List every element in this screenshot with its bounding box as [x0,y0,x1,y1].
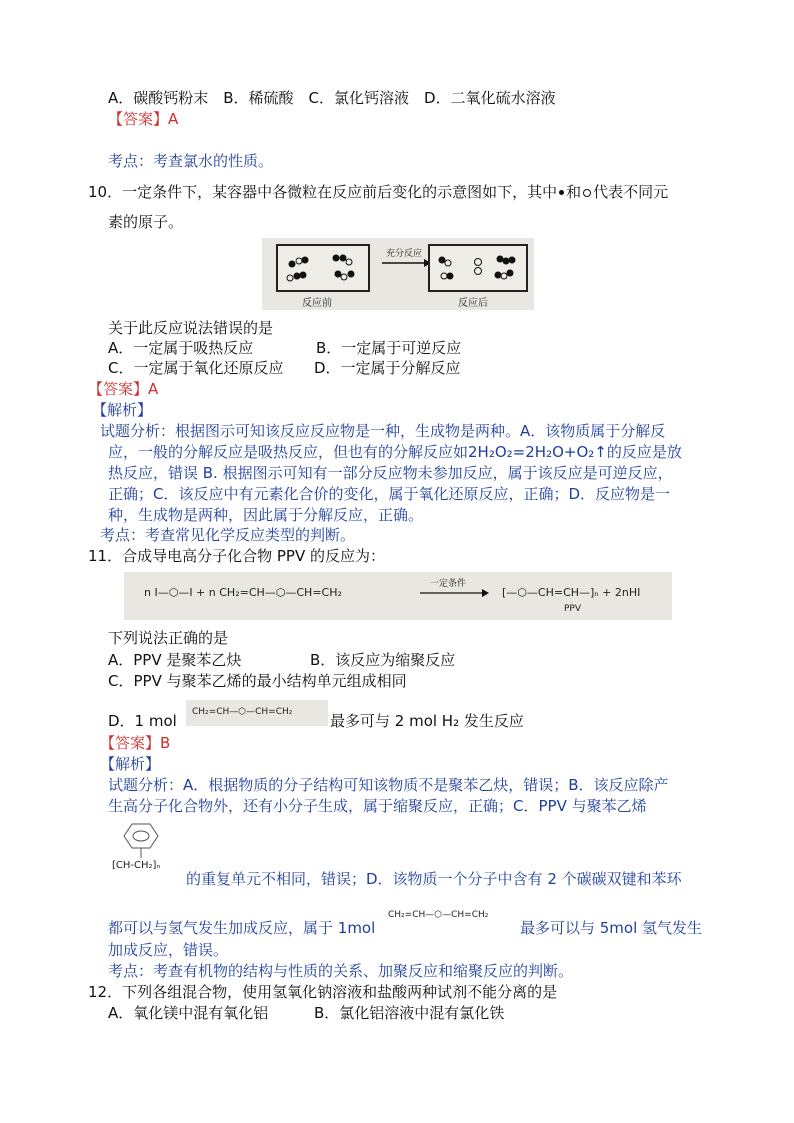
q10-option-b: B．一定属于可逆反应 [316,339,462,357]
q10-reaction-figure [262,238,534,310]
q11-analysis-3: 的重复单元不相同，错误；D．该物质一个分子中含有 2 个碳碳双键和苯环 [186,870,682,888]
q10-stem-and: 和 [566,183,582,201]
q10-option-d: D．一定属于分解反应 [314,359,461,377]
q11-option-d-pre: D．1 mol [108,712,177,730]
answer-label: 【答案】 [88,380,149,398]
q10-analysis-3: 热反应，错误 B. 根据图示可知有一部分反应物未参加反应，属于该反应是可逆反应， [108,464,673,482]
q11-analysis-2: 生高分子化合物外，还有小分子生成，属于缩聚反应，正确；C．PPV 与聚苯乙烯 [108,797,647,815]
reaction-left: n I—⬡—I + n CH₂=CH—⬡—CH=CH₂ [144,586,342,599]
q10-stem-text-2: 代表不同元 [593,183,669,201]
answer-label: 【答案】 [108,110,169,128]
ppv-label: PPV [564,604,582,614]
before-caption: 反应前 [302,298,332,309]
arrow-label: 充分反应 [386,249,423,259]
q10-answer [88,379,158,399]
q12-option-a: A．氧化镁中混有氧化铝 [108,1004,269,1022]
q10-stem-line2: 素的原子。 [108,213,184,231]
q11-option-a: A．PPV 是聚苯乙炔 [108,651,242,669]
reaction-condition: 一定条件 [430,579,467,589]
solid-atom-icon [559,190,564,195]
q11-answer [100,733,170,753]
q9-options: A．碳酸钙粉末 B．稀硫酸 C．氯化钙溶液 D．二氧化硫水溶液 [108,89,556,107]
q11-analysis-4-post: 最多可以与 5mol 氢气发生 [520,919,703,937]
q11-jiexi: 【解析】 [100,755,161,773]
q10-option-c: C．一定属于氧化还原反应 [108,359,284,377]
q10-analysis-4: 正确；C．该反应中有元素化合价的变化，属于氧化还原反应，正确；D．反应物是一 [108,485,671,503]
after-caption: 反应后 [458,298,488,309]
analysis-text-2: 的反应是放 [606,443,682,461]
q9-answer [108,109,178,129]
q11-option-b: B．该反应为缩聚反应 [310,651,456,669]
q11-stem: 11．合成导电高分子化合物 PPV 的反应为： [88,547,385,565]
q10-kaodian: 考点：考查常见化学反应类型的判断。 [100,526,356,544]
hollow-atom-icon [583,189,591,197]
equation: 2H₂O₂=2H₂O+O₂↑ [468,443,607,461]
q11-analysis-1: 试题分析：A．根据物质的分子结构可知该物质不是聚苯乙炔，错误；B．该反应除产 [108,776,669,794]
q11-option-d-post: 最多可与 2 mol H₂ 发生反应 [330,712,524,730]
q11-option-c: C．PPV 与聚苯乙烯的最小结构单元组成相同 [108,672,407,690]
reaction-right: [—⬡—CH=CH—]ₙ + 2nHI [502,586,641,599]
q10-analysis-1: 试题分析：根据图示可知该反应反应物是一种，生成物是两种。A．该物质属于分解反 [100,422,666,440]
repeat-unit-text: [CH-CH₂]ₙ [112,860,161,871]
before-particles [278,246,368,290]
answer-value: B [160,734,171,752]
answer-label: 【答案】 [100,734,161,752]
q10-analysis-5: 种，生成物是两种，因此属于分解反应，正确。 [108,506,424,524]
structure-text: CH₂=CH—⬡—CH=CH₂ [388,910,489,920]
q12-option-b: B．氯化铝溶液中混有氯化铁 [314,1004,505,1022]
before-box [276,244,370,292]
q11-analysis-5: 加成反应，错误。 [108,941,229,959]
q10-stem [88,182,668,202]
q10-question: 关于此反应说法错误的是 [108,319,274,337]
diene-structure-image [186,700,328,726]
answer-value: A [148,380,159,398]
structure-text: CH₂=CH—⬡—CH=CH₂ [192,707,293,717]
diene-structure-image-2 [384,906,518,930]
reaction-arrow-icon [418,588,490,598]
q12-stem: 12．下列各组混合物，使用氢氧化钠溶液和盐酸两种试剂不能分离的是 [88,983,558,1001]
q10-stem-text: 10．一定条件下，某容器中各微粒在反应前后变化的示意图如下，其中 [88,183,558,201]
q9-kaodian: 考点：考查氯水的性质。 [108,152,274,170]
after-particles [430,246,526,290]
q11-reaction-figure [124,572,672,620]
q10-analysis-2 [108,442,682,462]
reaction-arrow-icon [380,258,432,268]
q11-question: 下列说法正确的是 [108,629,229,647]
polystyrene-structure [108,820,184,884]
q10-option-a: A．一定属于吸热反应 [108,339,254,357]
benzene-ring-icon [108,820,184,860]
q11-analysis-4-pre: 都可以与氢气发生加成反应，属于 1mol [108,919,376,937]
after-box [428,244,528,292]
q11-kaodian: 考点：考查有机物的结构与性质的关系、加聚反应和缩聚反应的判断。 [108,962,574,980]
answer-value: A [168,110,179,128]
q10-jiexi: 【解析】 [92,401,153,419]
analysis-text: 应，一般的分解反应是吸热反应，但也有的分解反应如 [108,443,469,461]
